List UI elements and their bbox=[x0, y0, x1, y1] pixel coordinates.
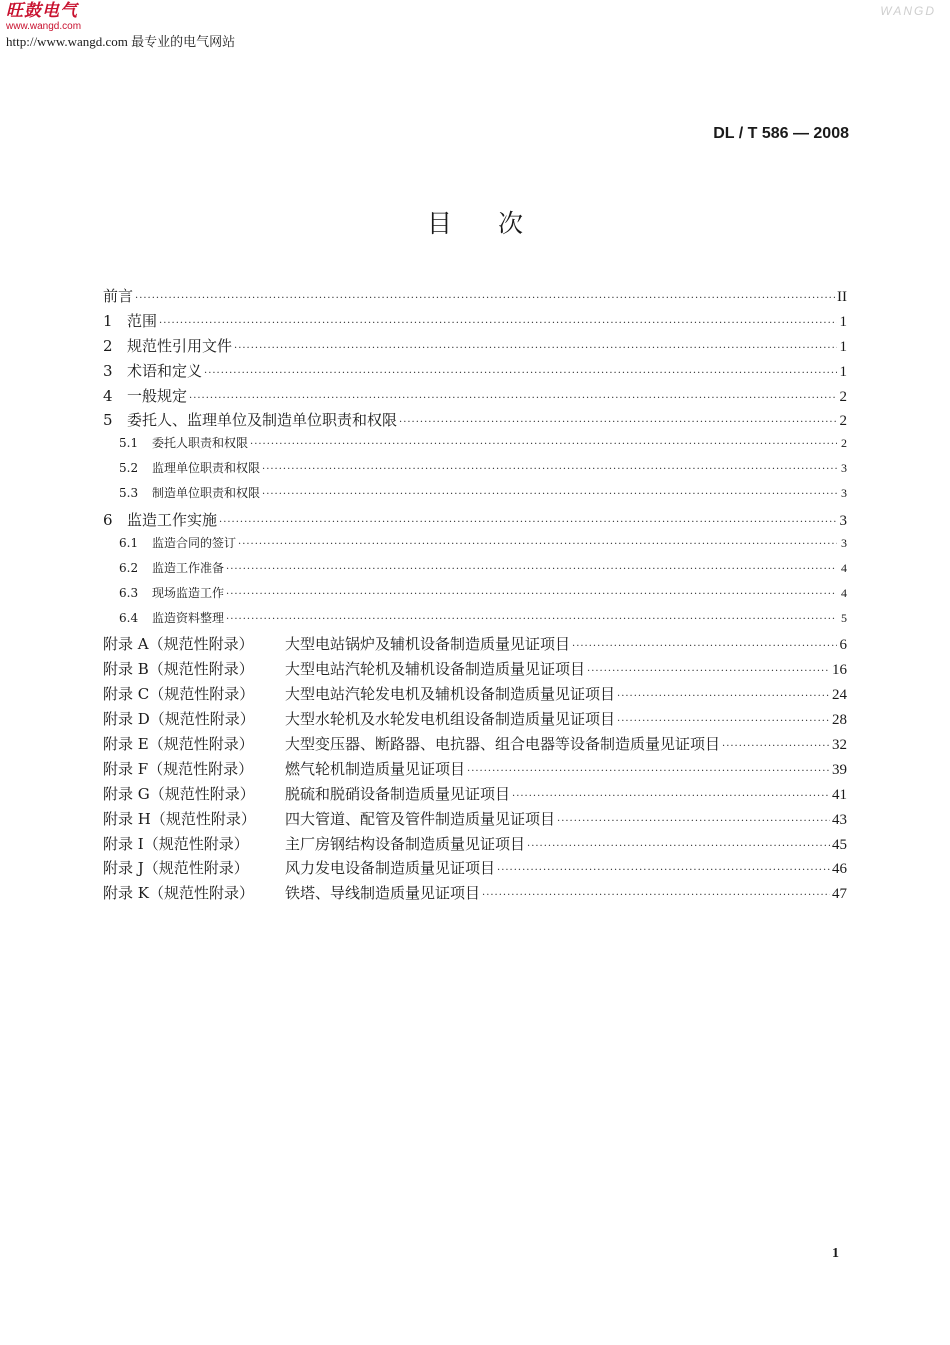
toc-leader-dots bbox=[572, 635, 837, 653]
toc-leader-dots bbox=[722, 735, 830, 753]
toc-entry-number: 6.1 bbox=[119, 535, 139, 550]
toc-entry-page: 41 bbox=[832, 786, 847, 803]
corner-watermark: WANGD bbox=[880, 4, 936, 18]
toc-entry[interactable] bbox=[103, 285, 847, 310]
toc-leader-dots bbox=[189, 387, 837, 405]
toc-leader-dots bbox=[399, 411, 837, 429]
standard-number: DL / T 586 — 2008 bbox=[713, 125, 849, 142]
toc-entry[interactable] bbox=[103, 434, 847, 459]
toc-entry-number: 4 bbox=[103, 386, 113, 405]
toc-entry-number: 1 bbox=[103, 311, 113, 330]
toc-entry-number: 附录 C（规范性附录） bbox=[103, 685, 255, 704]
toc-entry-page: 3 bbox=[841, 535, 847, 550]
page-number: 1 bbox=[832, 1246, 839, 1261]
toc-leader-dots bbox=[262, 486, 837, 500]
toc-entry-page: 32 bbox=[832, 737, 847, 754]
toc-entry-title: 监造合同的签订 bbox=[152, 535, 237, 550]
toc-entry-page: 1 bbox=[839, 313, 847, 330]
toc-leader-dots bbox=[497, 859, 830, 877]
toc-entry-page: 2 bbox=[839, 388, 847, 405]
toc-entry[interactable] bbox=[103, 808, 847, 833]
toc-leader-dots bbox=[238, 536, 837, 550]
toc-entry-number: 附录 A（规范性附录） bbox=[103, 635, 254, 654]
toc-entry-title: 监造工作准备 bbox=[152, 560, 225, 575]
toc-entry[interactable] bbox=[103, 783, 847, 808]
toc-entry-number: 5.3 bbox=[119, 486, 139, 501]
toc-entry[interactable] bbox=[103, 733, 847, 758]
toc-leader-dots bbox=[482, 884, 830, 902]
toc-entry[interactable] bbox=[103, 658, 847, 683]
toc-entry-title: 委托人、监理单位及制造单位职责和权限 bbox=[127, 411, 398, 430]
toc-entry-title: 大型电站汽轮发电机及辅机设备制造质量见证项目 bbox=[285, 685, 616, 704]
toc-entry-number: 附录 G（规范性附录） bbox=[103, 784, 255, 803]
toc-entry-title: 前言 bbox=[103, 287, 134, 305]
toc-entry-page: 47 bbox=[832, 886, 847, 903]
toc-entry-page: 24 bbox=[832, 687, 847, 704]
toc-leader-dots bbox=[219, 511, 837, 529]
toc-entry-number: 6.2 bbox=[119, 560, 139, 575]
toc-entry-page: 2 bbox=[841, 436, 847, 451]
toc-entry-number: 附录 D（规范性附录） bbox=[103, 710, 255, 729]
toc-entry-page: 16 bbox=[832, 662, 847, 679]
toc-entry-number: 附录 H（规范性附录） bbox=[103, 809, 256, 828]
toc-entry-number: 3 bbox=[103, 361, 113, 380]
toc-entry-title: 四大管道、配管及管件制造质量见证项目 bbox=[285, 809, 556, 828]
toc-title: 目次 bbox=[426, 209, 569, 238]
toc-entry[interactable] bbox=[103, 584, 847, 609]
toc-entry-page: 3 bbox=[841, 461, 847, 476]
watermark-brand: 旺鼓电气 bbox=[6, 1, 78, 21]
toc-entry[interactable] bbox=[103, 857, 847, 882]
toc-leader-dots bbox=[226, 586, 837, 600]
toc-entry-title: 脱硫和脱硝设备制造质量见证项目 bbox=[285, 784, 511, 803]
toc-entry-title: 大型水轮机及水轮发电机组设备制造质量见证项目 bbox=[285, 710, 616, 729]
toc-entry-number: 附录 J（规范性附录） bbox=[103, 859, 249, 878]
toc-entry-number: 5.1 bbox=[119, 436, 139, 451]
toc-entry-page: 4 bbox=[841, 585, 847, 600]
toc-entry-title: 一般规定 bbox=[127, 386, 188, 405]
toc-entry-page: 6 bbox=[839, 637, 847, 654]
toc-leader-dots bbox=[262, 461, 837, 475]
toc-entry[interactable] bbox=[103, 708, 847, 733]
toc-leader-dots bbox=[527, 835, 830, 853]
toc-entry-title: 风力发电设备制造质量见证项目 bbox=[285, 859, 496, 878]
toc-entry[interactable] bbox=[103, 360, 847, 385]
table-of-contents bbox=[103, 285, 847, 907]
toc-entry-number: 附录 E（规范性附录） bbox=[103, 735, 254, 754]
toc-entry-title: 燃气轮机制造质量见证项目 bbox=[285, 759, 466, 778]
toc-entry-title: 委托人职责和权限 bbox=[152, 436, 249, 451]
toc-entry[interactable] bbox=[103, 459, 847, 484]
toc-leader-dots bbox=[512, 785, 830, 803]
toc-entry-title: 术语和定义 bbox=[127, 361, 203, 380]
toc-entry-page: 45 bbox=[832, 836, 847, 853]
toc-entry-page: 43 bbox=[832, 811, 847, 828]
toc-entry[interactable] bbox=[103, 484, 847, 509]
toc-entry[interactable] bbox=[103, 609, 847, 634]
toc-entry[interactable] bbox=[103, 683, 847, 708]
toc-entry-title: 大型电站汽轮机及辅机设备制造质量见证项目 bbox=[285, 660, 586, 679]
toc-leader-dots bbox=[557, 810, 830, 828]
toc-entry[interactable] bbox=[103, 534, 847, 559]
toc-entry-number: 6 bbox=[103, 511, 113, 530]
toc-entry-page: II bbox=[837, 289, 847, 305]
toc-leader-dots bbox=[204, 362, 837, 380]
toc-entry[interactable] bbox=[103, 409, 847, 434]
toc-entry-number: 5 bbox=[103, 411, 113, 430]
toc-entry[interactable] bbox=[103, 335, 847, 360]
toc-entry[interactable] bbox=[103, 310, 847, 335]
toc-entry-number: 6.4 bbox=[119, 610, 139, 625]
toc-leader-dots bbox=[234, 337, 837, 355]
toc-entry-title: 大型电站锅炉及辅机设备制造质量见证项目 bbox=[285, 635, 571, 654]
toc-leader-dots bbox=[159, 312, 837, 330]
toc-entry-page: 3 bbox=[839, 513, 847, 530]
toc-entry-page: 1 bbox=[839, 363, 847, 380]
watermark-url: www.wangd.com bbox=[6, 21, 82, 32]
toc-entry[interactable] bbox=[103, 559, 847, 584]
toc-entry[interactable] bbox=[103, 509, 847, 534]
toc-entry[interactable] bbox=[103, 758, 847, 783]
toc-entry-number: 附录 I（规范性附录） bbox=[103, 834, 249, 853]
toc-entry-title: 现场监造工作 bbox=[152, 585, 225, 600]
toc-entry-title: 大型变压器、断路器、电抗器、组合电器等设备制造质量见证项目 bbox=[285, 735, 721, 754]
toc-entry-page: 3 bbox=[841, 486, 847, 501]
toc-entry[interactable] bbox=[103, 633, 847, 658]
toc-leader-dots bbox=[250, 436, 837, 450]
toc-entry-number: 2 bbox=[103, 336, 113, 355]
toc-entry-page: 39 bbox=[832, 761, 847, 778]
toc-entry-number: 附录 B（规范性附录） bbox=[103, 660, 254, 679]
toc-entry-title: 主厂房钢结构设备制造质量见证项目 bbox=[285, 834, 526, 853]
toc-entry-page: 4 bbox=[841, 560, 847, 575]
toc-entry[interactable] bbox=[103, 882, 847, 907]
toc-entry-title: 规范性引用文件 bbox=[127, 336, 233, 355]
toc-entry-page: 46 bbox=[832, 861, 847, 878]
toc-leader-dots bbox=[135, 287, 835, 305]
toc-entry-number: 附录 F（规范性附录） bbox=[103, 759, 254, 778]
toc-entry-title: 监造资料整理 bbox=[152, 610, 225, 625]
toc-entry-number: 6.3 bbox=[119, 585, 139, 600]
toc-leader-dots bbox=[226, 611, 837, 625]
toc-entry-title: 范围 bbox=[127, 311, 158, 330]
toc-leader-dots bbox=[226, 561, 837, 575]
toc-entry-page: 2 bbox=[839, 413, 847, 430]
watermark-tagline: http://www.wangd.com 最专业的电气网站 bbox=[6, 34, 236, 49]
toc-leader-dots bbox=[617, 685, 830, 703]
toc-entry[interactable] bbox=[103, 385, 847, 410]
toc-leader-dots bbox=[617, 710, 830, 728]
toc-entry-title: 监造工作实施 bbox=[127, 511, 218, 530]
toc-leader-dots bbox=[587, 660, 830, 678]
toc-entry-number: 附录 K（规范性附录） bbox=[103, 884, 254, 903]
toc-entry[interactable] bbox=[103, 833, 847, 858]
toc-entry-title: 监理单位职责和权限 bbox=[152, 461, 261, 476]
toc-entry-page: 1 bbox=[839, 338, 847, 355]
toc-entry-title: 铁塔、导线制造质量见证项目 bbox=[285, 884, 481, 903]
toc-leader-dots bbox=[467, 760, 830, 778]
toc-entry-number: 5.2 bbox=[119, 461, 139, 476]
toc-entry-title: 制造单位职责和权限 bbox=[152, 486, 261, 501]
site-watermark bbox=[6, 2, 235, 50]
toc-entry-page: 28 bbox=[832, 712, 847, 729]
toc-entry-page: 5 bbox=[841, 610, 847, 625]
